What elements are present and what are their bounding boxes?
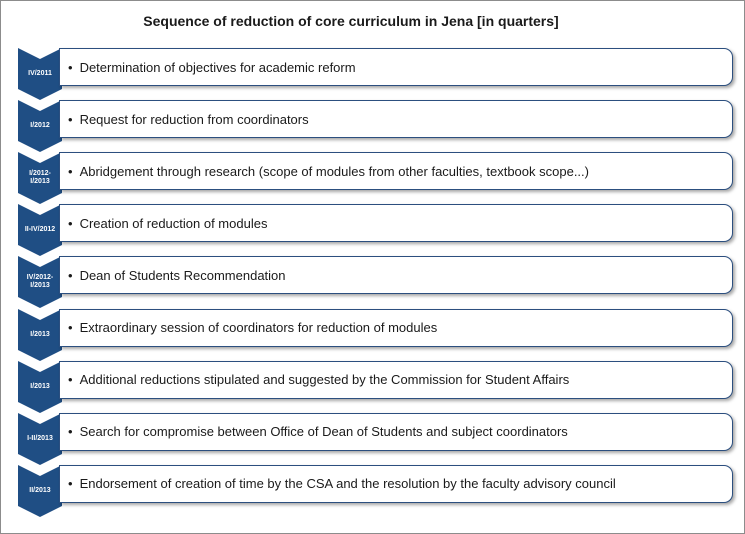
timeline-step [1, 413, 745, 465]
step-date-line: IV/2012- [26, 274, 54, 282]
bullet-icon: • [68, 424, 73, 440]
step-date-line: I/2013 [30, 382, 50, 390]
step-date [18, 487, 62, 495]
step-box [59, 152, 733, 190]
step-box [59, 465, 733, 503]
step-text: Search for compromise between Office of Dean of Students and subject coordinators [79, 424, 568, 440]
step-box [59, 413, 733, 451]
step-date-line: II/2013 [29, 486, 51, 494]
bullet-icon: • [68, 372, 73, 388]
step-date-line: I-II/2013 [27, 434, 53, 442]
step-box [59, 100, 733, 138]
step-text: Determination of objectives for academic reform [79, 59, 356, 75]
step-text: Creation of reduction of modules [79, 215, 268, 231]
diagram-title: Sequence of reduction of core curriculum in Jena [in quarters] [143, 13, 559, 29]
timeline-step [1, 204, 745, 256]
step-date [18, 383, 62, 391]
step-date [18, 70, 62, 78]
timeline-step [1, 465, 745, 517]
step-text: Request for reduction from coordinators [79, 111, 309, 127]
step-date-line: IV/2011 [28, 70, 52, 77]
step-date [18, 170, 62, 186]
step-box [59, 48, 733, 86]
step-date [18, 122, 62, 130]
step-box [59, 256, 733, 294]
step-text: Extraordinary session of coordinators for reduction of modules [79, 320, 438, 335]
step-date-line: II-IV/2012 [24, 226, 56, 234]
step-date [18, 274, 62, 290]
step-date-line: I/2013 [30, 178, 50, 186]
bullet-icon: • [68, 476, 73, 492]
bullet-icon: • [68, 111, 73, 127]
step-date [18, 331, 62, 339]
step-text: Additional reductions stipulated and suggested by the Commission for Student Affairs [79, 372, 570, 388]
step-box [59, 309, 733, 347]
step-date-line: I/2013 [30, 282, 50, 290]
step-date [18, 435, 62, 443]
step-text: Dean of Students Recommendation [79, 267, 286, 283]
timeline-step [1, 309, 745, 361]
bullet-icon: • [68, 163, 73, 179]
step-text: Endorsement of creation of time by the CSA and the resolution by the faculty advisory council [79, 476, 616, 492]
timeline-step [1, 256, 745, 308]
timeline-step [1, 48, 745, 100]
step-box [59, 204, 733, 242]
timeline-step [1, 152, 745, 204]
bullet-icon: • [68, 215, 73, 231]
step-box [59, 361, 733, 399]
timeline-step [1, 361, 745, 413]
bullet-icon: • [68, 320, 73, 335]
step-date-line: I/2012- [29, 170, 51, 178]
bullet-icon: • [68, 59, 73, 75]
timeline-step [1, 100, 745, 152]
step-date [18, 226, 62, 234]
step-date-line: I/2013 [30, 330, 50, 338]
step-date-line: I/2012 [30, 122, 50, 130]
step-text: Abridgement through research (scope of modules from other faculties, textbook scope...) [79, 163, 589, 179]
bullet-icon: • [68, 267, 73, 283]
